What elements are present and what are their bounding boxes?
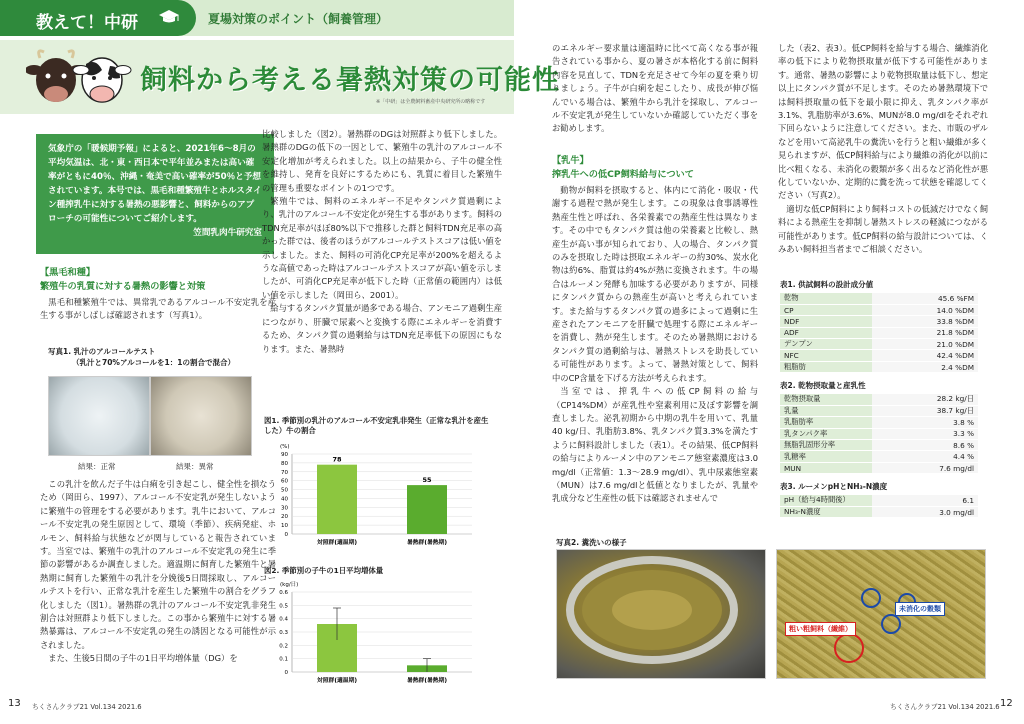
photo2-title: 写真2. 糞洗いの様子	[556, 538, 627, 547]
photo-annotations	[777, 550, 987, 680]
article-title: 飼料から考える暑熱対策の可能性	[140, 65, 560, 96]
table-row	[780, 428, 978, 439]
table-key: NDF	[780, 316, 872, 327]
photo-milk-abnormal	[150, 376, 252, 456]
x-tick-label: 暑熱群(暑熱期)	[406, 678, 448, 684]
table-row	[780, 394, 978, 405]
header-subtitle: 夏場対策のポイント（飼養管理）	[208, 12, 389, 26]
bar	[407, 485, 447, 534]
left-paragraph-1: 黒毛和種繁殖牛では、異常乳であるアルコール不安定乳を産生する事がしばしば確認されます（写真1）。	[40, 297, 276, 321]
intro-text: 気象庁の「暖候期予報」によると、2021年6～8月の平均気温は、北・東・西日本で平年並みまたは高い確率がともに40％、沖縄・奄美で高い確率が50％と予想されています。本号では、黒毛和種繁殖牛とホルスタイン種搾乳牛に対する暑熱の悪影響と、飼料からのアプローチの可能性についてご紹介します。	[48, 144, 262, 224]
table-key: デンプン	[780, 339, 872, 350]
y-tick-label: 0.3	[279, 630, 288, 636]
figure2-chart	[262, 578, 492, 694]
figure1-title: 図1. 季節別の乳汁のアルコール不安定乳非発生（正常な乳汁を産生した）牛の割合	[264, 416, 489, 435]
table-value: 4.4 %	[872, 451, 978, 462]
photo1-caption-normal: 結果：正常	[78, 462, 116, 471]
x-tick-label: 対照群(適温期)	[316, 678, 358, 684]
y-tick-label: 30	[281, 505, 288, 512]
table-row	[780, 451, 978, 462]
y-tick-label: 70	[281, 469, 288, 476]
right-page-number: 12	[1000, 698, 1013, 709]
section-title: 繁殖牛の乳質に対する暑熱の影響と対策	[40, 281, 206, 292]
y-tick-label: 90	[281, 452, 288, 458]
figure2-title: 図2. 季節別の子牛の1日平均増体量	[264, 566, 384, 575]
table-key: 乳糖率	[780, 451, 872, 462]
table-row	[780, 339, 978, 350]
right-section-heading	[552, 154, 758, 182]
table-key: 粗脂肪	[780, 361, 872, 372]
table-key: 無脂乳固形分率	[780, 440, 872, 451]
intro-author: 笠間乳肉牛研究室	[193, 228, 262, 238]
table-value: 42.4 %DM	[872, 350, 978, 361]
abbreviation-note: ※「中研」は全農飼料畜産中央研究所の略称です	[376, 99, 486, 105]
section-title-dairy: 搾乳牛への低CP飼料給与について	[552, 169, 694, 180]
table-value: 7.6 mg/dl	[872, 462, 978, 473]
table-value: 28.2 kg/日	[872, 394, 978, 405]
table-key: NFC	[780, 350, 872, 361]
cow-illustration-icon	[26, 44, 132, 110]
y-tick-label: 0.4	[279, 616, 288, 623]
table-key: CP	[780, 304, 872, 315]
table-key: 乳脂肪率	[780, 417, 872, 428]
left-page-number: 13	[8, 698, 21, 709]
y-tick-label: 80	[281, 460, 288, 467]
table-value: 21.8 %DM	[872, 327, 978, 338]
photo1-caption-abnormal: 結果：異常	[176, 462, 214, 471]
table-key: NH₃-N濃度	[780, 506, 872, 517]
data-label: 78	[332, 455, 342, 464]
column-tag: 教えて！中研	[0, 0, 196, 36]
section-label: 【黒毛和種】	[40, 267, 96, 278]
right-magazine-info: ちくさんクラブ21 Vol.134 2021.6	[890, 703, 1000, 711]
table-row	[780, 405, 978, 416]
table-row	[780, 506, 978, 517]
label-undigested-grain: 未消化の穀類	[895, 602, 945, 616]
y-tick-label: 0.1	[279, 656, 288, 663]
y-tick-label: 50	[281, 487, 288, 494]
table-value: 2.4 %DM	[872, 361, 978, 372]
table-value: 6.1	[872, 495, 978, 506]
table-row	[780, 361, 978, 372]
table-row	[780, 304, 978, 315]
table2-intake-yield	[780, 394, 978, 474]
bar	[317, 465, 357, 534]
y-axis-unit: (kg/日)	[280, 582, 299, 588]
x-tick-label: 暑熱群(暑熱期)	[406, 540, 448, 546]
photo-milk-normal	[48, 376, 150, 456]
table-row	[780, 495, 978, 506]
photo-sieve-washing	[556, 549, 766, 679]
table-value: 33.8 %DM	[872, 316, 978, 327]
table3-rumen	[780, 495, 978, 518]
table-key: pH（給与4時間後）	[780, 495, 872, 506]
y-tick-label: 0	[284, 670, 288, 676]
sieve-shape	[557, 550, 767, 680]
table-value: 8.6 %	[872, 440, 978, 451]
table-value: 45.6 %FM	[872, 293, 978, 304]
y-axis-unit: (%)	[280, 444, 290, 450]
y-tick-label: 0.5	[279, 603, 288, 610]
left-paragraph-2: この乳汁を飲んだ子牛は白痢を引き起こし、健全性を損なうため（岡田ら、1997）、アルコール不安定乳が発生しないように繁殖牛の管理をする必要があります。乳牛において、アルコール不安定乳の発生原因として、環境（季節）、疾病発症、ホルモン、飼料給与状態などが関与していると報告されています。当室では、繁殖牛の乳汁のアルコール不安定乳の発生に季節の影響があるか調査しました。適温期に飼育した繁殖牛と暑熱期に飼育した繁殖牛の乳汁を分娩後5日間採取し、アルコールテストを行い、正常な乳汁を産生した繁殖牛の割合をグラフ化しました（図1）。暑熱群の乳汁のアルコール不安定乳非発生割合は対照群より低下しました。この事から繁殖牛に対する暑熱暴露は、アルコール不安定乳の発生の誘因となる可能性が示されました。 また、生後5日間の子牛の1日平均増体量（DG）を	[40, 479, 276, 664]
table-value: 14.0 %DM	[872, 304, 978, 315]
table-row	[780, 350, 978, 361]
photo-feces-closeup	[776, 549, 986, 679]
table-value: 3.8 %	[872, 417, 978, 428]
table-row	[780, 417, 978, 428]
table-row	[780, 316, 978, 327]
table1-title: 表1. 供試飼料の設計成分値	[780, 280, 874, 289]
table-key: 乳量	[780, 405, 872, 416]
figure1-chart	[262, 440, 492, 558]
y-tick-label: 40	[281, 496, 288, 503]
table-value: 3.3 %	[872, 428, 978, 439]
graduation-cap-icon	[158, 9, 180, 25]
col3-text: 動物が飼料を摂取すると、体内にて消化・吸収・代謝する過程で熱が発生します。この現象は食事誘導性熱産生性と呼ばれ、各栄養素での熱産生性は異なります。その中でもタンパク質は他の栄養素と比較し、熱産生が高い事が知られており、人の場合、タンパク質のみを摂取した時は摂取エネルギーの約30%、炭水化物は約6%、脂質は約4%が熱に変換されます。牛の場合はルーメン発酵も加味する必要がありますが、同様にタンパク質からの熱産生が高いと考えられています。また給与するタンパク質の過多によって過剰に生産されたアンモニアを肝臓で処理する際にエネルギーを消費し、熱が発生します。そのため暑熱期におけるタンパク質の過剰給与は、暑熱ストレスを助長している可能性があります。よって、暑熱対策として、飼料中のCP含量を下げる方法が考えられます。 当室では、搾乳牛への低CP飼料の給与（CP14%DM）が産乳性や窒素利用に及ぼす影響を調査しました。泌乳初期から中期の乳牛を用いて、乳量40 kg/日、乳脂肪3.8%、乳タンパク質3.3%を満たすように飼料設計しました（表1）。その結果、低CP飼料の給与によりルーメン中のアンモニア態窒素濃度は3.0 mg/dl（正常値：1.3～28.9 mg/dl）、乳中尿素態窒素（MUN）は7.6 mg/dlと低値となりましたが、乳量や乳成分など生産性の低下は確認されませんで	[552, 185, 758, 504]
table2-title: 表2. 乾物摂取量と産乳性	[780, 381, 866, 390]
y-tick-label: 10	[281, 523, 288, 530]
table-key: 乾物摂取量	[780, 394, 872, 405]
table-key: MUN	[780, 462, 872, 473]
table-row	[780, 293, 978, 304]
y-tick-label: 0.6	[279, 590, 288, 596]
table-value: 21.0 %DM	[872, 339, 978, 350]
y-tick-label: 0.2	[279, 643, 288, 650]
table-value: 38.7 kg/日	[872, 405, 978, 416]
table3-title: 表3. ルーメンpHとNH₃-N濃度	[780, 482, 888, 491]
left-magazine-info: ちくさんクラブ21 Vol.134 2021.6	[32, 703, 142, 711]
x-tick-label: 対照群(適温期)	[316, 540, 358, 546]
table-key: 乾物	[780, 293, 872, 304]
table-row	[780, 440, 978, 451]
table-value: 3.0 mg/dl	[872, 506, 978, 517]
left-section-heading	[40, 266, 276, 294]
y-tick-label: 20	[281, 514, 288, 521]
table-row	[780, 327, 978, 338]
table1-diet-design	[780, 293, 978, 373]
data-label: 55	[422, 476, 432, 485]
photo1-title: 写真1. 乳汁のアルコールテスト	[48, 347, 156, 356]
intro-box	[36, 134, 274, 254]
label-coarse-fiber: 粗い粗飼料（繊維）	[785, 622, 856, 636]
y-tick-label: 60	[281, 478, 288, 485]
table-key: ADF	[780, 327, 872, 338]
table-key: 乳タンパク率	[780, 428, 872, 439]
col2-text: 比較しました（図2）。暑熱群のDGは対照群より低下しました。暑熱群のDGの低下の一因として、繁殖牛の乳汁のアルコール不安定化増加が考えられました。以上の結果から、子牛の健全性を維持し、発育を良好にするためにも、乳質に着目した繁殖牛の管理も重要なポイントの1つです。 繁殖牛では、飼料のエネルギー不足やタンパク質過剰により、乳汁のアルコール不安定化が発生する事があります。飼料のTDN充足率がほぼ80%以下で推移した群と飼料TDN充足率の高かった群では、後者のほうがアルコールテストスコアは低い値を示しました。また、飼料の可消化CP充足率が200%を超えるような高値であった時はアルコールテストスコアが高い値を示しましたが、可消化CP充足率が低下した時（正常値の範囲内）は低い値を示しました（岡田ら、2001）。 給与するタンパク質量が過多である場合、アンモニア過剰生産につながり、肝臓で尿素へと変換する際にエネルギーを消費するため、タンパク質の過剰給与はTDN充足率低下の原因にもなります。また、暑熱時	[262, 129, 502, 354]
table-row	[780, 462, 978, 473]
section-label-dairy: 【乳牛】	[552, 155, 589, 166]
y-tick-label: 0	[284, 532, 288, 538]
col4-text: した（表2、表3）。低CP飼料を給与する場合、繊維消化率の低下により乾物摂取量が低下する可能性があります。通常、暑熱の影響により乾物摂取量は低下し、想定以上にタンパク質が不足します。そのため暑熱環境下では飼料摂取量の低下を最小限に抑え、乳タンパク率が3.1%、乳脂肪率が3.6%、MUNが8.0 mg/dlをそれぞれ下回らないように注意してください。また、市販のザルなどを用いて高泌乳牛の糞洗いを行うと粗い繊維が多く見られますが、低CP飼料給与により繊維の消化が以前に比べ粗くなる、未消化の穀類が多く出るなど消化性が悪化していないか、定期的に糞を洗って状態を確認してください（写真2）。 適切な低CP飼料により飼料コストの低減だけでなく飼料による熱産生を抑制し暑熱ストレスの軽減につながる可能性があります。低CP飼料の給与設計については、くみあい飼料担当者までご相談ください。	[778, 43, 988, 255]
col3-intro: のエネルギー要求量は適温時に比べて高くなる事が報告されている事から、夏の暑さが本格化する前に飼料内容を見直して、TDNを充足させて今年の夏を乗り切りましょう。子牛が白痢を起こしたり、成長が伸び悩んでいる場合は、繁殖牛から乳汁を採取し、アルコール不安定乳が発生していないか確認していただく事をお勧めします。	[552, 43, 758, 134]
photo1-subtitle: （乳汁と70%アルコールを1：1の割合で混合）	[72, 358, 235, 367]
